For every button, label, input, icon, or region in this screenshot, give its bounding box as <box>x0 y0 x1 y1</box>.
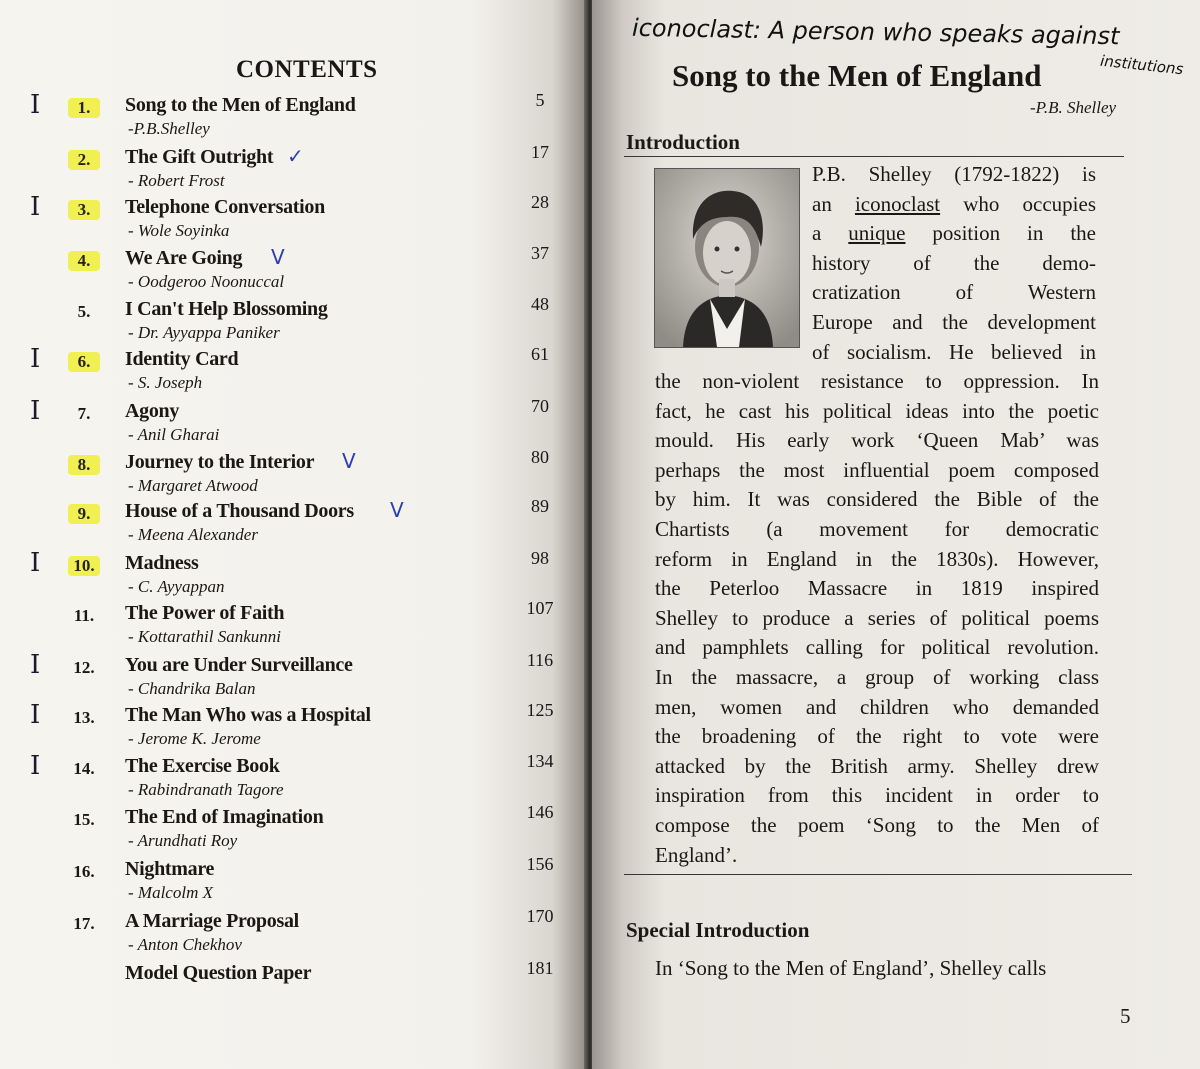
toc-author: - Rabindranath Tagore <box>128 780 284 799</box>
toc-page-number: 28 <box>531 192 549 212</box>
toc-author: - Malcolm X <box>128 883 213 902</box>
handwritten-check-mark: ✓ <box>287 144 304 168</box>
toc-author: - Oodgeroo Noonuccal <box>128 272 285 291</box>
text-line: England’. <box>655 842 738 867</box>
toc-title: Telephone Conversation <box>125 196 325 218</box>
toc-author: - Kottarathil Sankunni <box>128 627 281 646</box>
toc-entry <box>0 88 588 138</box>
chapter-title: Song to the Men of England <box>672 58 1042 93</box>
toc-author: -P.B.Shelley <box>128 119 210 138</box>
text-line: by him. It was considered the Bible of the <box>655 487 1099 512</box>
toc-author: - Jerome K. Jerome <box>128 729 261 748</box>
toc-title: Model Question Paper <box>125 962 312 984</box>
text-line: fact, he cast his political ideas into the poetic <box>655 398 1099 423</box>
toc-entry <box>0 342 588 392</box>
toc-page-number: 116 <box>526 650 554 670</box>
toc-page-number: 89 <box>531 496 549 516</box>
toc-page-number: 170 <box>526 906 554 926</box>
toc-author: - Anil Gharai <box>128 425 220 444</box>
toc-number: 12. <box>73 658 95 677</box>
toc-entry <box>0 800 588 850</box>
handwritten-i-mark: I <box>30 344 41 374</box>
toc-author: - C. Ayyappan <box>128 577 225 596</box>
toc-entry <box>0 494 588 544</box>
toc-entry <box>0 546 588 596</box>
toc-number: 15. <box>73 810 95 829</box>
toc-number: 6. <box>68 352 100 372</box>
text-line: the Peterloo Massacre in 1819 inspired <box>655 576 1099 601</box>
heading-rule <box>624 156 1124 157</box>
text-line: Chartists (a movement for democratic <box>655 516 1099 541</box>
toc-title: Song to the Men of England <box>125 94 356 116</box>
underlined-word: unique <box>848 221 906 246</box>
contents-page <box>0 0 588 1069</box>
text-line: men, women and children who demanded <box>655 694 1099 719</box>
toc-title: The End of Imagination <box>125 806 324 828</box>
toc-entry <box>0 292 588 342</box>
text-line: cratization of Western <box>812 280 1096 305</box>
text-line: an iconoclast who occupies <box>812 191 1096 216</box>
toc-page-number: 125 <box>526 700 554 720</box>
toc-entry <box>0 190 588 240</box>
text-line: and pamphlets calling for political revolution. <box>655 635 1099 660</box>
chapter-author: -P.B. Shelley <box>1030 98 1117 117</box>
handwritten-check-mark: V <box>271 245 285 269</box>
text-line: the broadening of the right to vote were <box>655 724 1099 749</box>
toc-page-number: 98 <box>531 548 549 568</box>
toc-entry <box>0 648 588 698</box>
toc-page-number: 146 <box>526 802 554 822</box>
underlined-word: iconoclast <box>854 191 941 216</box>
handwritten-note-continued: institutions <box>1099 51 1185 79</box>
toc-entry <box>0 241 588 291</box>
toc-page-number: 37 <box>531 243 549 263</box>
handwritten-note: iconoclast: A person who speaks against <box>631 13 1120 51</box>
chapter-page <box>592 0 1200 1069</box>
toc-number: 10. <box>68 556 100 576</box>
toc-title: Agony <box>125 400 180 422</box>
toc-entry <box>0 140 588 190</box>
text-line: mould. His early work ‘Queen Mab’ was <box>655 428 1099 453</box>
toc-number: 14. <box>73 759 95 778</box>
toc-page-number: 181 <box>526 958 554 978</box>
toc-page-number: 80 <box>531 447 549 467</box>
toc-page-number: 107 <box>526 598 554 618</box>
toc-author: - Chandrika Balan <box>128 679 256 698</box>
toc-page-number: 70 <box>531 396 549 416</box>
toc-number: 2. <box>68 150 100 170</box>
handwritten-i-mark: I <box>30 396 41 426</box>
toc-page-number: 61 <box>531 344 549 364</box>
toc-entry <box>0 394 588 444</box>
toc-number: 9. <box>68 504 100 524</box>
toc-author: - Robert Frost <box>128 171 225 190</box>
toc-title: The Power of Faith <box>125 602 285 624</box>
text-line: P.B. Shelley (1792-1822) is <box>812 162 1096 186</box>
toc-entry <box>0 852 588 902</box>
toc-title: We Are Going <box>125 247 243 269</box>
handwritten-i-mark: I <box>30 700 41 730</box>
text-line: history of the demo- <box>812 250 1096 275</box>
toc-entry <box>0 445 588 495</box>
text-line: of socialism. He believed in <box>812 339 1096 364</box>
page-number: 5 <box>1120 1004 1131 1028</box>
text-line: compose the poem ‘Song to the Men of <box>655 812 1099 837</box>
toc-author: - Arundhati Roy <box>128 831 238 850</box>
toc-title: The Gift Outright <box>125 146 274 168</box>
introduction-heading: Introduction <box>626 130 740 154</box>
toc-number: 4. <box>68 251 100 271</box>
toc-author: - Margaret Atwood <box>128 476 258 495</box>
text-line: Europe and the development <box>812 309 1096 334</box>
text-line: inspiration from this incident in order to <box>655 783 1099 808</box>
toc-number: 3. <box>68 200 100 220</box>
handwritten-i-mark: I <box>30 650 41 680</box>
toc-author: - Anton Chekhov <box>128 935 242 954</box>
toc-number: 8. <box>68 455 100 475</box>
shelley-portrait <box>654 168 800 348</box>
toc-number: 13. <box>73 708 95 727</box>
text-line: In the massacre, a group of working class <box>655 664 1099 689</box>
text-line: a unique position in the <box>812 221 1097 246</box>
toc-number: 7. <box>77 404 91 423</box>
toc-entry <box>0 596 588 646</box>
toc-entry <box>0 904 588 954</box>
toc-number: 5. <box>77 302 91 321</box>
toc-title: House of a Thousand Doors <box>125 500 354 522</box>
toc-page-number: 17 <box>531 142 549 162</box>
text-line: Shelley to produce a series of political poems <box>655 605 1099 630</box>
section-rule <box>624 874 1132 875</box>
toc-entry <box>0 956 588 1006</box>
toc-author: - S. Joseph <box>128 373 203 392</box>
toc-page-number: 156 <box>526 854 554 874</box>
text-line: the non-violent resistance to oppression. In <box>655 369 1099 393</box>
handwritten-i-mark: I <box>30 192 41 222</box>
handwritten-check-mark: V <box>342 449 356 473</box>
toc-number: 16. <box>73 862 95 881</box>
toc-title: The Man Who was a Hospital <box>125 704 371 726</box>
toc-number: 11. <box>73 606 95 625</box>
handwritten-i-mark: I <box>30 90 41 120</box>
handwritten-check-mark: V <box>390 498 404 522</box>
handwritten-i-mark: I <box>30 548 41 578</box>
toc-author: - Meena Alexander <box>128 525 258 544</box>
toc-entry <box>0 749 588 799</box>
special-introduction-text <box>655 954 1135 984</box>
toc-title: A Marriage Proposal <box>125 910 299 932</box>
handwritten-i-mark: I <box>30 751 41 781</box>
toc-entry <box>0 698 588 748</box>
toc-author: - Dr. Ayyappa Paniker <box>128 323 280 342</box>
intro-paragraph-wrapped <box>812 160 1096 367</box>
text-line: perhaps the most influential poem composed <box>655 457 1099 482</box>
toc-page-number: 134 <box>526 751 554 771</box>
toc-author: - Wole Soyinka <box>128 221 230 240</box>
contents-heading: CONTENTS <box>236 56 378 83</box>
toc-number: 17. <box>73 914 95 933</box>
toc-title: Madness <box>125 552 199 574</box>
toc-title: Journey to the Interior <box>125 451 315 473</box>
toc-title: Identity Card <box>125 348 239 370</box>
text-line: reform in England in the 1830s). However, <box>655 546 1099 571</box>
toc-title: Nightmare <box>125 858 215 880</box>
special-introduction-heading: Special Introduction <box>626 918 810 942</box>
toc-number: 1. <box>68 98 100 118</box>
text-line: In ‘Song to the Men of England’, Shelley calls <box>655 956 1047 980</box>
text-line: attacked by the British army. Shelley drew <box>655 753 1099 778</box>
toc-title: The Exercise Book <box>125 755 280 777</box>
toc-title: You are Under Surveillance <box>125 654 353 676</box>
toc-page-number: 5 <box>535 90 545 110</box>
intro-paragraph-full <box>655 367 1099 870</box>
toc-title: I Can't Help Blossoming <box>125 298 328 320</box>
toc-page-number: 48 <box>531 294 549 314</box>
